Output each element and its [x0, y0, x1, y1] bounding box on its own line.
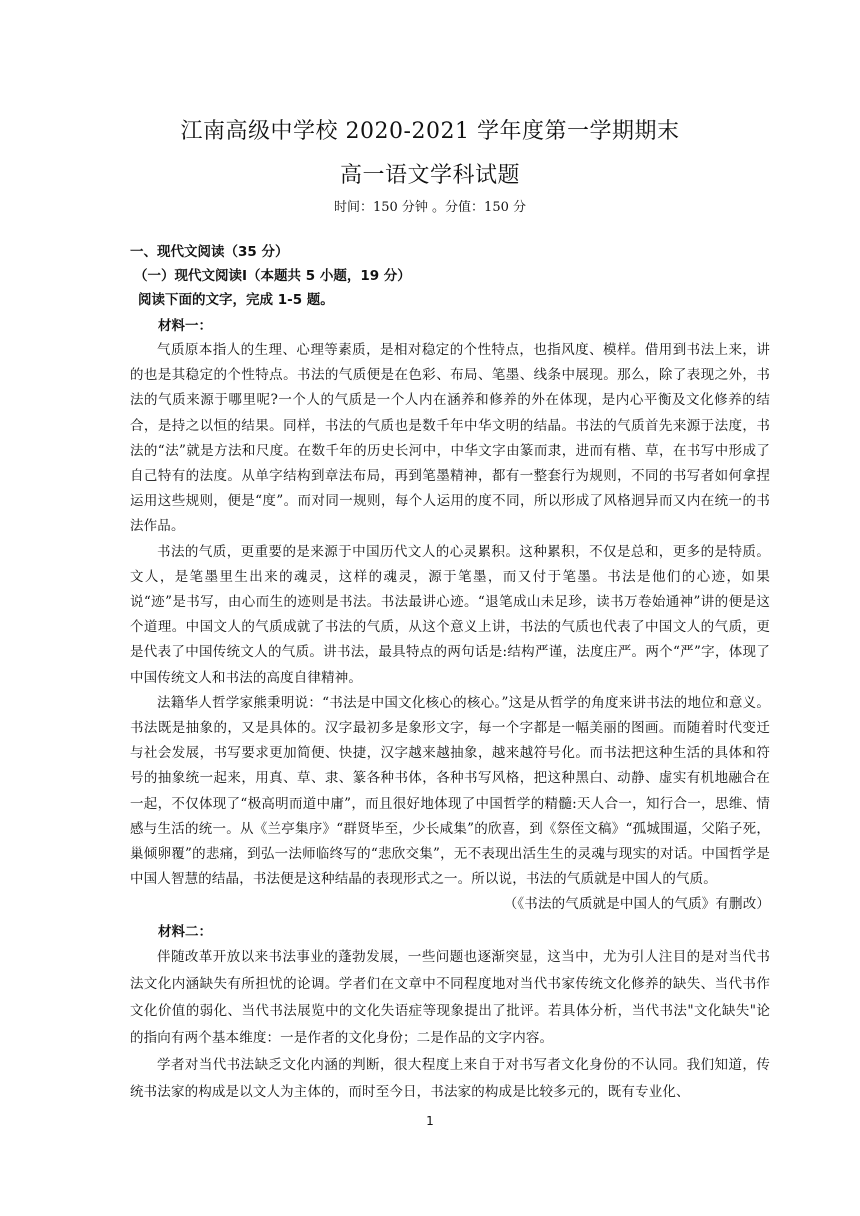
paragraph [130, 691, 770, 918]
source-citation: （《书法的气质就是中国人的气质》有删改） [503, 896, 770, 913]
exam-subject-title: 高一语文学科试题 [339, 163, 520, 188]
reading-instruction: 阅读下面的文字，完成 1-5 题。 [138, 292, 334, 308]
paragraph: 学者对当代书法缺乏文化内涵的判断，很大程度上来自于对书写者文化身份的不认同。我们知道，传统书法家的构成是以文人为主体的，而时至今日，书法家的构成是比较多元的，既有专业化、 [130, 1056, 770, 1100]
subsection-heading: （一）现代文阅读Ⅰ（本题共 5 小题，19 分） [134, 268, 411, 284]
page-number: 1 [426, 1114, 434, 1128]
time-score-info: 时间：150 分钟 。分值：150 分 [333, 200, 527, 215]
section-heading: 一、现代文阅读（35 分） [130, 244, 289, 260]
exam-title: 江南高级中学校 2020-2021 学年度第一学期期末 [180, 119, 680, 144]
material-label: 材料一： [158, 318, 212, 334]
paragraph: 气质原本指人的生理、心理等素质，是相对稳定的个性特点，也指风度、模样。借用到书法上来，讲的也是其稳定的个性特点。书法的气质便是在色彩、布局、笔墨、线条中展现。那么，除了表现之外，书法的气质来源于哪里呢?一个人的气质是一个人内在涵养和修养的外在体现，是内心平衡及文化修养的结合，是持之以恒的结果。同样，书法的气质也是数千年中华文明的结晶。书法的气质首先来源于法度，书法的“法”就是方法和尺度。在数千年的历史长河中，中华文字由篆而隶，进而有楷、草，在书写中形成了自己特有的法度。从单字结构到章法布局，再到笔墨精神，都有一整套行为规则，不同的书写者如何拿捏运用这些规则，便是“度”。而对同一规则，每个人运用的度不同，所以形成了风格迥异而又内在统一的书法作品。 [130, 342, 770, 535]
paragraph-text: 法籍华人哲学家熊秉明说：“书法是中国文化核心的核心。”这是从哲学的角度来讲书法的地位和意义。书法既是抽象的，又是具体的。汉字最初多是象形文字，每一个字都是一幅美丽的图画。而随着时代变迁与社会发展，书写要求更加简便、快捷，汉字越来越抽象，越来越符号化。而书法把这种生活的具体和符号的抽象统一起来，用真、草、隶、篆各种书体，各种书写风格，把这种黑白、动静、虚实有机地融合在一起，不仅体现了“极高明而道中庸”，而且很好地体现了中国哲学的精髓:天人合一，知行合一，思维、情感与生活的统一。从《兰亭集序》“群贤毕至，少长咸集”的欣喜，到《祭侄文稿》“孤城围逼，父陷子死，巢倾卵覆”的悲痛，到弘一法师临终写的“悲欣交集”，无不表现出活生生的灵魂与现实的对话。中国哲学是中国人智慧的结晶，书法便是这种结晶的表现形式之一。所以说，书法的气质就是中国人的气质。 [130, 694, 770, 888]
exam-body [130, 240, 770, 1106]
paragraph: 伴随改革开放以来书法事业的蓬勃发展，一些问题也逐渐突显，这当中，尤为引人注目的是对当代书法文化内涵缺失有所担忧的论调。学者们在文章中不同程度地对当代书家传统文化修养的缺失、当代书作文化价值的弱化、当代书法展览中的文化失语症等现象提出了批评。若具体分析，当代书法"文化缺失"论的指向有两个基本维度：一是作者的文化身份；二是作品的文字内容。 [130, 948, 770, 1046]
material-label: 材料二： [158, 923, 212, 940]
paragraph: 书法的气质，更重要的是来源于中国历代文人的心灵累积。这种累积，不仅是总和，更多的是特质。文人，是笔墨里生出来的魂灵，这样的魂灵，源于笔墨，而又付于笔墨。书法是他们的心迹，如果说“迹”是书写，由心而生的迹则是书法。书法最讲心迹。“退笔成山未足珍，读书万卷始通神”讲的便是这个道理。中国文人的气质成就了书法的气质，从这个意义上讲，书法的气质也代表了中国文人的气质，更是代表了中国传统文人的气质。讲书法，最具特点的两句话是:结构严谨，法度庄严。两个“严”字，体现了中国传统文人和书法的高度自律精神。 [130, 543, 770, 686]
